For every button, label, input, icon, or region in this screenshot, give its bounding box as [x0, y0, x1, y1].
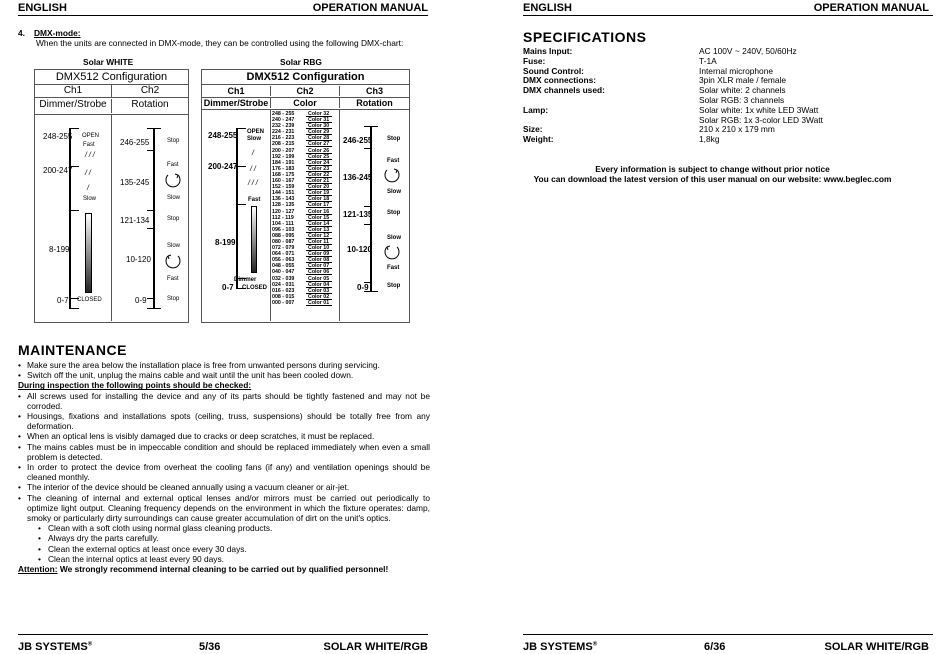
rgb-ch3-note: Stop: [387, 210, 401, 216]
cleaning-item: • Clean the external optics at least once every 30 days.: [18, 544, 430, 554]
white-ch2-note: Slow: [167, 195, 181, 201]
rgb-ch2-header: Ch2: [271, 86, 340, 96]
color-range: 160 - 167: [272, 178, 295, 185]
spec-value: 210 x 210 x 179 mm: [699, 124, 775, 135]
inspection-heading: During inspection the following points should be checked:: [18, 380, 252, 391]
header-manual: OPERATION MANUAL: [312, 2, 428, 14]
color-range: 168 - 175: [272, 171, 295, 178]
color-range: 064 - 071: [272, 251, 295, 258]
white-ch2-value: 0-9: [135, 296, 147, 305]
rgb-ch1-value: 248-255: [208, 131, 238, 140]
spec-label: Fuse:: [523, 55, 546, 66]
strobe-marks-icon: / / /: [248, 180, 258, 187]
spec-label: Weight:: [523, 134, 554, 145]
color-range: 008 - 015: [272, 293, 295, 300]
footer-model: SOLAR WHITE/RGB: [323, 641, 428, 653]
header-manual: OPERATION MANUAL: [813, 2, 929, 14]
dmx-mode-title: DMX-mode:: [34, 28, 81, 38]
color-range: 144 - 151: [272, 190, 295, 197]
rgb-ch3-name: Rotation: [356, 98, 393, 108]
color-name: Color 05: [308, 275, 330, 282]
color-range: 096 - 103: [272, 226, 295, 233]
color-name: Color 28: [308, 135, 330, 142]
header-rule: [523, 15, 933, 16]
white-ch1-name: Dimmer/Strobe: [35, 99, 112, 113]
rgb-ch1-value: 200-247: [208, 162, 238, 171]
spec-label: Mains Input:: [523, 46, 573, 56]
white-ch1-note: CLOSED: [77, 297, 102, 303]
color-name: Color 24: [308, 159, 330, 166]
color-name: Color 02: [308, 293, 330, 300]
inspection-item: • The interior of the device should be cleaned annually using a vacuum cleaner or air-jet.: [18, 482, 430, 492]
rgb-dmx-chart: [201, 69, 410, 323]
strobe-marks-icon: / /: [250, 166, 256, 173]
footer-brand: JB SYSTEMS®: [523, 641, 598, 653]
color-name: Color 32: [308, 111, 330, 117]
color-name: Color 17: [308, 202, 330, 209]
spec-label: Size:: [523, 124, 543, 135]
color-range: 200 - 207: [272, 147, 295, 154]
color-range: 016 - 023: [272, 287, 295, 294]
color-name: Color 11: [308, 238, 329, 245]
color-name: Color 18: [308, 196, 330, 203]
color-range: 048 - 055: [272, 263, 295, 270]
spec-value: 3pin XLR male / female: [699, 75, 787, 86]
notice-download: You can download the latest version of this user manual on our website: www.beglec.com: [533, 174, 892, 184]
rotation-cw-icon: [163, 171, 183, 191]
color-range: 040 - 047: [272, 269, 295, 276]
color-name: Color 20: [308, 184, 330, 191]
dimmer-gradient: [251, 206, 257, 273]
header-language: ENGLISH: [523, 2, 572, 14]
footer-page-number: 5/36: [199, 641, 221, 653]
color-range: 120 - 127: [272, 208, 295, 215]
color-name: Color 03: [308, 287, 330, 294]
color-name: Color 27: [308, 141, 330, 148]
white-ch2-value: 246-255: [120, 138, 150, 147]
white-ch2-value: 135-245: [120, 178, 150, 187]
spec-label: Sound Control:: [523, 65, 584, 76]
section-number: 4.: [18, 28, 25, 38]
inspection-item: • Housings, fixations and installations spots (ceiling, truss, suspensions) should be totally free from any deformation.: [18, 411, 430, 431]
color-range: 192 - 199: [272, 153, 295, 160]
white-ch1-value: 248-255: [43, 132, 73, 141]
white-ch1-value: 200-247: [43, 166, 73, 175]
rgb-ch1-value: 0-7: [222, 283, 234, 292]
attention-text: We strongly recommend internal cleaning to be carried out by qualified personnel!: [57, 564, 389, 575]
white-ch1-value: 8-199: [49, 245, 70, 254]
footer-rule: [523, 634, 933, 635]
footer-rule: [18, 634, 428, 635]
color-name: Color 16: [308, 208, 330, 215]
white-ch2-note: Slow: [167, 243, 181, 249]
color-range: 216 - 223: [272, 135, 295, 142]
color-range: 240 - 247: [272, 117, 295, 124]
color-range: 152 - 159: [272, 184, 295, 191]
color-range: 224 - 231: [272, 129, 295, 136]
white-ch2-note: Stop: [167, 138, 180, 144]
white-ch1-value: 0-7: [57, 296, 69, 305]
color-name: Color 21: [308, 178, 330, 185]
inspection-item: • When an optical lens is visibly damaged due to cracks or deep scratches, it must be replaced.: [18, 431, 430, 441]
spec-value: AC 100V ~ 240V, 50/60Hz: [699, 46, 797, 56]
maintenance-item: • Make sure the area below the installation place is free from unwanted persons during servicing.: [18, 360, 430, 370]
cleaning-item: • Always dry the parts carefully.: [18, 533, 430, 543]
strobe-marks-icon: / /: [85, 170, 91, 177]
spec-label: DMX channels used:: [523, 85, 605, 96]
color-name: Color 30: [308, 123, 330, 130]
color-name: Color 31: [308, 117, 330, 124]
color-range: 232 - 239: [272, 123, 295, 130]
white-ch2-note: Stop: [167, 216, 180, 222]
rgb-ch3-note: Stop: [387, 283, 401, 289]
strobe-marks-icon: / / /: [85, 152, 95, 159]
strobe-marks-icon: /: [252, 150, 254, 157]
spec-value: T-1A: [699, 55, 717, 66]
white-ch1-note: OPEN: [82, 133, 100, 139]
cleaning-item: • Clean with a soft cloth using normal glass cleaning products.: [18, 523, 430, 533]
white-ch1-header: Ch1: [35, 85, 112, 98]
cleaning-item: • Clean the internal optics at least every 90 days.: [18, 554, 430, 564]
color-name: Color 19: [308, 190, 330, 197]
rotation-ccw-icon: [382, 243, 402, 263]
spec-label: DMX connections:: [523, 75, 597, 86]
white-chart-title: DMX512 Configuration: [35, 71, 188, 85]
rgb-ch1-note: CLOSED: [242, 285, 268, 291]
rgb-chart-title: DMX512 Configuration: [202, 71, 409, 85]
color-row: [272, 300, 340, 306]
header-language: ENGLISH: [18, 2, 67, 14]
inspection-item: • In order to protect the device from overheat the cooling fans (if any) and ventilation openings should be cleaned monthly.: [18, 462, 430, 482]
color-range: 000 - 007: [272, 299, 295, 306]
color-name: Color 15: [308, 214, 330, 221]
color-name: Color 04: [308, 281, 330, 288]
color-range: 072 - 079: [272, 245, 295, 252]
color-name: Color 10: [308, 245, 330, 252]
color-name: Color 14: [308, 220, 330, 227]
strobe-marks-icon: /: [87, 185, 89, 192]
color-range: 032 - 039: [272, 275, 295, 282]
rgb-ch3-note: Slow: [387, 189, 402, 195]
rotation-cw-icon: [382, 166, 402, 186]
spec-value: Solar white: 2 channels: [699, 85, 786, 96]
rgb-ch2-name: Color: [271, 98, 340, 108]
rgb-ch1-note: OPEN: [247, 129, 265, 135]
rgb-ch1-value: 8-199: [215, 238, 236, 247]
rgb-ch3-value: 0-9: [357, 283, 369, 292]
rgb-ch3-note: Fast: [387, 265, 400, 271]
rgb-ch3-note: Fast: [387, 158, 400, 164]
color-range: 128 - 135: [272, 202, 295, 209]
color-range: 248 - 255: [272, 111, 295, 117]
rgb-ch3-value: 121-135: [343, 210, 373, 219]
attention-label: Attention:: [18, 564, 58, 575]
rgb-ch3-value: 246-255: [343, 136, 373, 145]
color-range: 136 - 143: [272, 196, 295, 203]
spec-value: Internal microphone: [699, 65, 774, 76]
inspection-item: • The cleaning of internal and external optical lenses and/or mirrors must be carried out periodically to optimize light output. Cleaning frequency depends on the environment in which the fixture operates: damp, smoky or particularly dirty surroundings can cause greater accumulation of dirt on the unit's optics.: [18, 493, 430, 524]
color-name: Color 26: [308, 147, 330, 154]
white-ch2-note: Fast: [167, 162, 179, 168]
white-dmx-chart: [34, 69, 189, 323]
rgb-ch3-note: Slow: [387, 235, 402, 241]
rgb-ch1-note: Fast: [248, 197, 261, 203]
color-name: Color 22: [308, 171, 330, 178]
white-ch2-note: Fast: [167, 276, 179, 282]
color-range: 208 - 215: [272, 141, 295, 148]
color-name: Color 06: [308, 269, 330, 276]
white-ch1-note: Slow: [83, 196, 97, 202]
footer-page-number: 6/36: [704, 641, 726, 653]
color-name: Color 23: [308, 165, 330, 172]
white-chart-label: Solar WHITE: [83, 57, 134, 67]
specifications-title: SPECIFICATIONS: [523, 29, 647, 45]
color-range: 056 - 063: [272, 257, 295, 264]
maintenance-item: • Switch off the unit, unplug the mains cable and wait until the unit has been cooled down.: [18, 370, 430, 380]
maintenance-title: MAINTENANCE: [18, 342, 127, 358]
white-ch2-note: Stop: [167, 296, 180, 302]
rgb-ch1-note: Dimmer: [234, 277, 257, 283]
white-ch2-value: 121-134: [120, 216, 150, 225]
header-rule: [18, 15, 428, 16]
attention-note: [18, 564, 430, 574]
rgb-ch1-header: Ch1: [202, 86, 271, 96]
color-name: Color 12: [308, 232, 330, 239]
rgb-ch3-header: Ch3: [365, 86, 383, 96]
dimmer-gradient: [85, 213, 92, 293]
white-ch2-header: Ch2: [112, 85, 188, 98]
inspection-item: • All screws used for installing the device and any of its parts should be tightly fastened and may not be corroded.: [18, 391, 430, 411]
maintenance-text: [18, 360, 430, 574]
color-name: Color 25: [308, 153, 330, 160]
white-ch2-name: Rotation: [131, 99, 169, 110]
color-name: Color 13: [308, 226, 330, 233]
inspection-item: • The mains cables must be in impeccable condition and should be replaced immediately when even a small problem is detected.: [18, 442, 430, 462]
color-range: 176 - 183: [272, 165, 295, 172]
color-name: Color 07: [308, 263, 330, 270]
white-ch2-value: 10-120: [126, 255, 151, 264]
color-name: Color 29: [308, 129, 330, 136]
white-ch1-note: Fast: [83, 142, 95, 148]
color-name: Color 09: [308, 251, 330, 258]
dmx-mode-intro: When the units are connected in DMX-mode, they can be controlled using the following DMX-chart:: [36, 38, 404, 48]
rotation-ccw-icon: [163, 252, 183, 272]
color-range: 112 - 119: [272, 214, 294, 221]
rgb-ch3-value: 136-245: [343, 173, 373, 182]
color-range: 088 - 095: [272, 232, 295, 239]
color-range: 024 - 031: [272, 281, 295, 288]
color-range: 184 - 191: [272, 159, 295, 166]
footer-brand: JB SYSTEMS®: [18, 641, 93, 653]
spec-value: Solar white: 1x white LED 3Watt: [699, 104, 819, 115]
rgb-ch1-name: Dimmer/Strobe: [202, 98, 271, 108]
rgb-ch3-note: Stop: [387, 136, 401, 142]
footer-model: SOLAR WHITE/RGB: [824, 641, 929, 653]
rgb-ch1-note: Slow: [247, 136, 262, 142]
color-name: Color 08: [308, 257, 330, 264]
rgb-ch3-value: 10-120: [347, 245, 372, 254]
color-range: 104 - 111: [272, 220, 294, 227]
spec-value: Solar RGB: 1x 3-color LED 3Watt: [699, 114, 823, 125]
spec-value: 1,8kg: [699, 134, 720, 145]
color-name: Color 01: [308, 299, 330, 306]
spec-value: Solar RGB: 3 channels: [699, 94, 785, 105]
color-range: 080 - 087: [272, 238, 295, 245]
rgb-chart-label: Solar RBG: [280, 57, 322, 67]
color-list: [272, 111, 340, 306]
notice-change: Every information is subject to change without prior notice: [595, 164, 830, 174]
spec-label: Lamp:: [523, 104, 549, 115]
